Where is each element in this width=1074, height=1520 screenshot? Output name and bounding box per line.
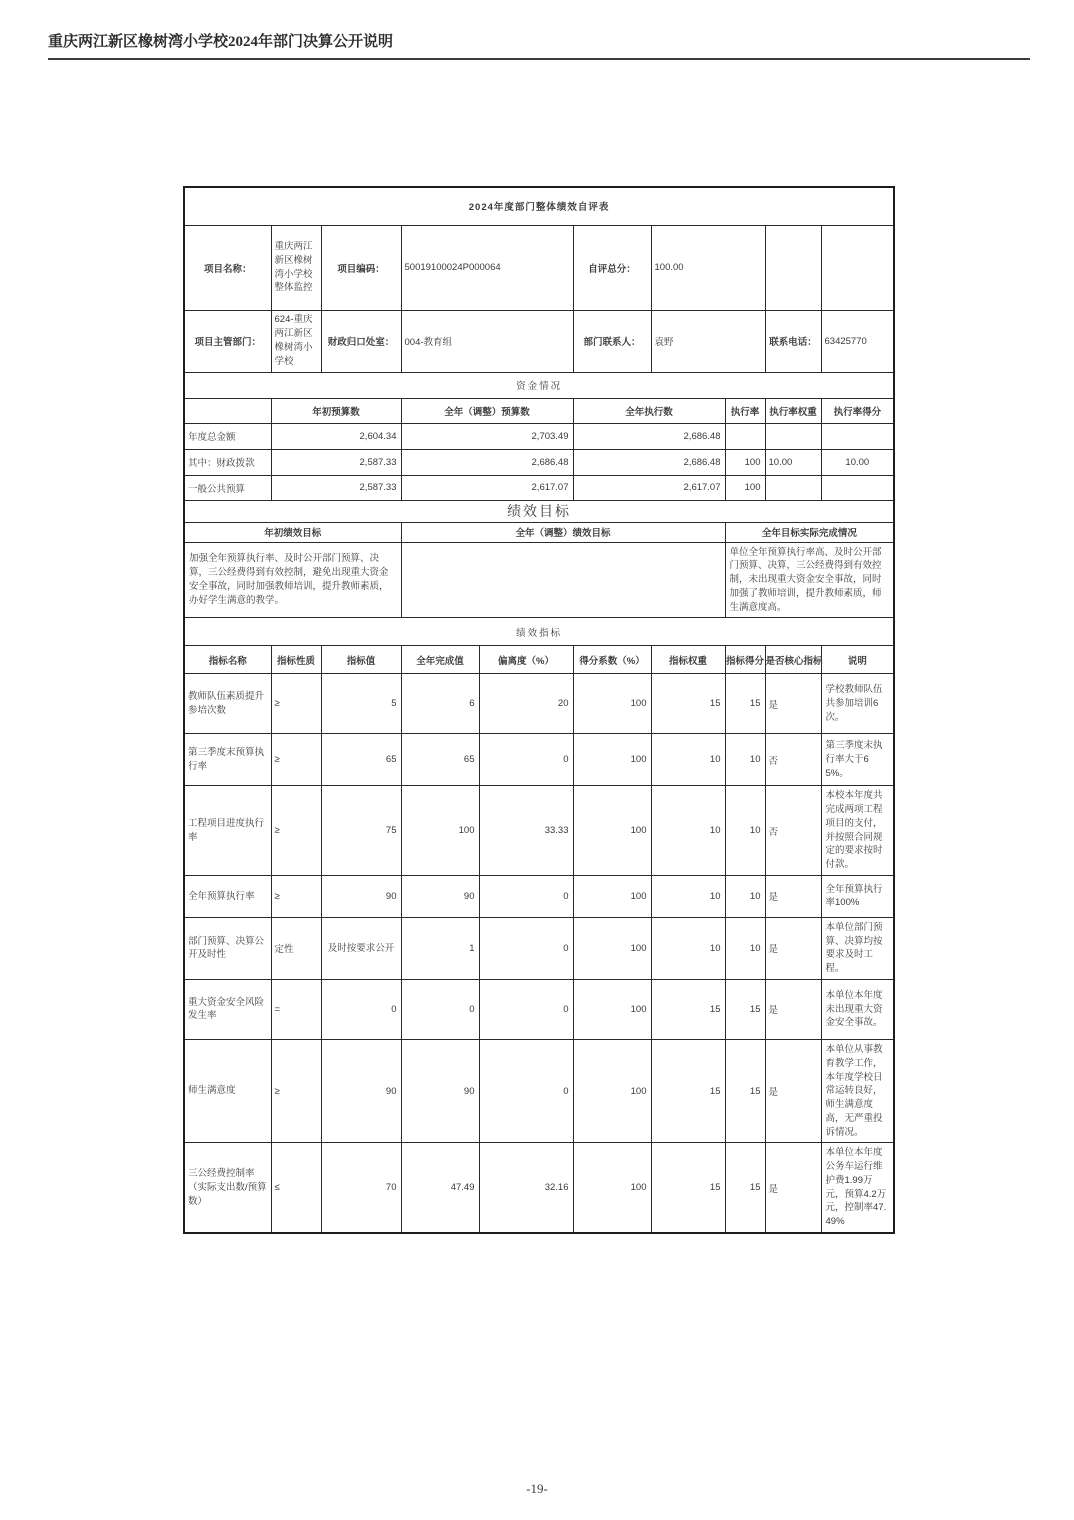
ind-weight: 15 <box>651 1039 725 1142</box>
funding-header-rate: 执行率 <box>725 398 765 423</box>
funding-row-label: 一般公共预算 <box>184 475 271 500</box>
ind-header-core: 是否核心指标 <box>765 646 821 674</box>
ind-name: 师生满意度 <box>184 1039 271 1142</box>
funding-executed-value: 2,686.48 <box>573 423 725 449</box>
ind-score: 10 <box>725 875 765 917</box>
goals-adjusted-text <box>401 542 725 618</box>
ind-header-coefficient: 得分系数（%） <box>573 646 651 674</box>
ind-deviation: 0 <box>479 1039 573 1142</box>
funding-executed-value: 2,686.48 <box>573 449 725 475</box>
ind-name: 工程项目进度执行率 <box>184 786 271 876</box>
ind-weight: 10 <box>651 734 725 786</box>
ind-completed: 0 <box>401 979 479 1039</box>
ind-score: 15 <box>725 1143 765 1233</box>
dept-label: 项目主管部门： <box>184 310 271 372</box>
ind-score: 10 <box>725 917 765 979</box>
ind-target: 5 <box>321 674 401 734</box>
ind-coefficient: 100 <box>573 1039 651 1142</box>
indicator-row <box>184 674 894 734</box>
info-empty-cell <box>765 225 821 310</box>
ind-completed: 1 <box>401 917 479 979</box>
indicator-row <box>184 979 894 1039</box>
funding-rate-value: 100 <box>725 449 765 475</box>
goals-header-adjusted: 全年（调整）绩效目标 <box>401 522 725 542</box>
ind-score: 15 <box>725 674 765 734</box>
funding-weight-value <box>765 475 821 500</box>
ind-note: 本单位从事教育教学工作，本年度学校日常运转良好，师生满意度高，无严重投诉情况。 <box>821 1039 894 1142</box>
dept-value: 624-重庆两江新区橡树湾小学校 <box>271 310 321 372</box>
ind-completed: 100 <box>401 786 479 876</box>
ind-note: 全年预算执行率100% <box>821 875 894 917</box>
funding-header-blank <box>184 398 271 423</box>
ind-score: 15 <box>725 979 765 1039</box>
self-score-label: 自评总分： <box>573 225 651 310</box>
phone-value: 63425770 <box>821 310 894 372</box>
ind-note: 学校教师队伍共参加培训6次。 <box>821 674 894 734</box>
ind-target: 70 <box>321 1143 401 1233</box>
funding-row <box>184 475 894 500</box>
ind-weight: 15 <box>651 674 725 734</box>
info-row-2 <box>184 310 894 372</box>
funding-initial-value: 2,587.33 <box>271 475 401 500</box>
section-funding-row <box>184 372 894 398</box>
ind-note: 本单位本年度公务车运行维护费1.99万元，预算4.2万元，控制率47.49% <box>821 1143 894 1233</box>
funding-score-value <box>821 475 894 500</box>
ind-core: 是 <box>765 1143 821 1233</box>
section-indicators-row <box>184 618 894 646</box>
ind-coefficient: 100 <box>573 786 651 876</box>
ind-score: 10 <box>725 734 765 786</box>
ind-nature: 定性 <box>271 917 321 979</box>
funding-rate-value: 100 <box>725 475 765 500</box>
ind-nature: ≥ <box>271 875 321 917</box>
ind-core: 是 <box>765 875 821 917</box>
ind-name: 教师队伍素质提升参培次数 <box>184 674 271 734</box>
indicator-row <box>184 786 894 876</box>
project-name-value: 重庆两江新区橡树湾小学校整体监控 <box>271 225 321 310</box>
funding-row-label: 其中：财政拨款 <box>184 449 271 475</box>
ind-nature: ≥ <box>271 674 321 734</box>
ind-coefficient: 100 <box>573 674 651 734</box>
ind-coefficient: 100 <box>573 734 651 786</box>
ind-deviation: 33.33 <box>479 786 573 876</box>
goals-header-row <box>184 522 894 542</box>
document-header-title: 重庆两江新区橡树湾小学校2024年部门决算公开说明 <box>48 30 1030 60</box>
ind-core: 否 <box>765 734 821 786</box>
ind-weight: 10 <box>651 917 725 979</box>
section-indicators-title: 绩效指标 <box>184 618 894 646</box>
ind-name: 重大资金安全风险发生率 <box>184 979 271 1039</box>
funding-score-value <box>821 423 894 449</box>
ind-header-name: 指标名称 <box>184 646 271 674</box>
funding-header-row <box>184 398 894 423</box>
section-funding-title: 资金情况 <box>184 372 894 398</box>
ind-target: 90 <box>321 1039 401 1142</box>
contact-value: 袁野 <box>651 310 765 372</box>
funding-weight-value <box>765 423 821 449</box>
ind-weight: 10 <box>651 875 725 917</box>
project-name-label: 项目名称： <box>184 225 271 310</box>
ind-deviation: 0 <box>479 875 573 917</box>
ind-core: 是 <box>765 674 821 734</box>
finance-office-value: 004-教育组 <box>401 310 573 372</box>
ind-core: 否 <box>765 786 821 876</box>
funding-header-rate-score: 执行率得分 <box>821 398 894 423</box>
funding-adjusted-value: 2,703.49 <box>401 423 573 449</box>
funding-adjusted-value: 2,686.48 <box>401 449 573 475</box>
ind-header-weight: 指标权重 <box>651 646 725 674</box>
indicator-row <box>184 917 894 979</box>
section-goals-title: 绩效目标 <box>184 500 894 522</box>
funding-adjusted-value: 2,617.07 <box>401 475 573 500</box>
ind-header-deviation: 偏离度（%） <box>479 646 573 674</box>
ind-coefficient: 100 <box>573 1143 651 1233</box>
goals-header-initial: 年初绩效目标 <box>184 522 401 542</box>
ind-note: 本校本年度共完成两项工程项目的支付，并按照合同规定的要求按时付款。 <box>821 786 894 876</box>
funding-initial-value: 2,604.34 <box>271 423 401 449</box>
ind-name: 三公经费控制率（实际支出数/预算数） <box>184 1143 271 1233</box>
ind-target: 0 <box>321 979 401 1039</box>
ind-coefficient: 100 <box>573 875 651 917</box>
project-code-label: 项目编码： <box>321 225 401 310</box>
ind-deviation: 0 <box>479 917 573 979</box>
phone-label: 联系电话： <box>765 310 821 372</box>
indicator-row <box>184 734 894 786</box>
funding-row-label: 年度总金额 <box>184 423 271 449</box>
ind-coefficient: 100 <box>573 979 651 1039</box>
ind-name: 部门预算、决算公开及时性 <box>184 917 271 979</box>
ind-deviation: 20 <box>479 674 573 734</box>
info-row-1 <box>184 225 894 310</box>
funding-header-adjusted: 全年（调整）预算数 <box>401 398 573 423</box>
funding-weight-value: 10.00 <box>765 449 821 475</box>
table-title-row <box>184 187 894 225</box>
ind-header-target: 指标值 <box>321 646 401 674</box>
ind-weight: 15 <box>651 979 725 1039</box>
funding-header-executed: 全年执行数 <box>573 398 725 423</box>
funding-row <box>184 449 894 475</box>
goals-initial-text: 加强全年预算执行率、及时公开部门预算、决算，三公经费得到有效控制，避免出现重大资金安全事故，同时加强教师培训，提升教师素质，办好学生满意的教学。 <box>184 542 401 618</box>
funding-rate-value <box>725 423 765 449</box>
ind-core: 是 <box>765 917 821 979</box>
ind-note: 本单位部门预算、决算均按要求及时工程。 <box>821 917 894 979</box>
section-goals-row <box>184 500 894 522</box>
indicator-row <box>184 875 894 917</box>
ind-target: 65 <box>321 734 401 786</box>
ind-weight: 10 <box>651 786 725 876</box>
funding-score-value: 10.00 <box>821 449 894 475</box>
info-empty-cell <box>821 225 894 310</box>
ind-deviation: 0 <box>479 979 573 1039</box>
ind-weight: 15 <box>651 1143 725 1233</box>
ind-name: 第三季度末预算执行率 <box>184 734 271 786</box>
ind-header-note: 说明 <box>821 646 894 674</box>
goals-header-actual: 全年目标实际完成情况 <box>725 522 894 542</box>
ind-header-completed: 全年完成值 <box>401 646 479 674</box>
indicator-row <box>184 1039 894 1142</box>
ind-completed: 6 <box>401 674 479 734</box>
project-code-value: 50019100024P000064 <box>401 225 573 310</box>
self-evaluation-table <box>183 186 895 1234</box>
ind-completed: 90 <box>401 875 479 917</box>
ind-completed: 47.49 <box>401 1143 479 1233</box>
goals-actual-text: 单位全年预算执行率高、及时公开部门预算、决算，三公经费得到有效控制，未出现重大资金安全事故，同时加强了教师培训，提升教师素质，师生满意度高。 <box>725 542 894 618</box>
funding-initial-value: 2,587.33 <box>271 449 401 475</box>
ind-core: 是 <box>765 979 821 1039</box>
goals-content-row <box>184 542 894 618</box>
indicator-row <box>184 1143 894 1233</box>
ind-header-score: 指标得分 <box>725 646 765 674</box>
funding-header-rate-weight: 执行率权重 <box>765 398 821 423</box>
ind-note: 第三季度末执行率大于65%。 <box>821 734 894 786</box>
ind-nature: ≤ <box>271 1143 321 1233</box>
ind-nature: ≥ <box>271 786 321 876</box>
ind-nature: ≥ <box>271 1039 321 1142</box>
ind-core: 是 <box>765 1039 821 1142</box>
ind-nature: ≥ <box>271 734 321 786</box>
ind-score: 10 <box>725 786 765 876</box>
ind-coefficient: 100 <box>573 917 651 979</box>
ind-name: 全年预算执行率 <box>184 875 271 917</box>
ind-target: 及时按要求公开 <box>321 917 401 979</box>
ind-target: 90 <box>321 875 401 917</box>
table-title: 2024年度部门整体绩效自评表 <box>184 187 894 225</box>
ind-deviation: 0 <box>479 734 573 786</box>
indicators-header-row <box>184 646 894 674</box>
ind-note: 本单位本年度未出现重大资金安全事故。 <box>821 979 894 1039</box>
ind-target: 75 <box>321 786 401 876</box>
ind-completed: 65 <box>401 734 479 786</box>
page-number: -19- <box>526 1481 548 1496</box>
ind-completed: 90 <box>401 1039 479 1142</box>
ind-nature: = <box>271 979 321 1039</box>
ind-header-nature: 指标性质 <box>271 646 321 674</box>
self-score-value: 100.00 <box>651 225 765 310</box>
funding-row <box>184 423 894 449</box>
ind-deviation: 32.16 <box>479 1143 573 1233</box>
finance-office-label: 财政归口处室： <box>321 310 401 372</box>
funding-executed-value: 2,617.07 <box>573 475 725 500</box>
contact-label: 部门联系人： <box>573 310 651 372</box>
funding-header-initial: 年初预算数 <box>271 398 401 423</box>
ind-score: 15 <box>725 1039 765 1142</box>
